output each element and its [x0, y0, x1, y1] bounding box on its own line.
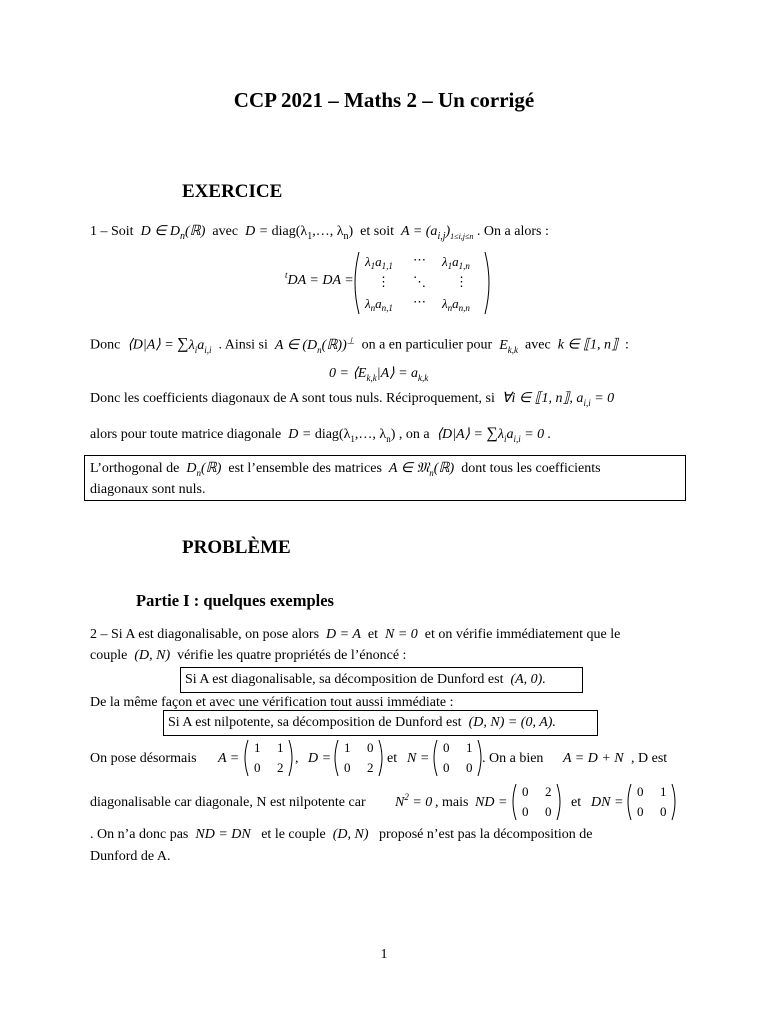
- svg-text:1: 1: [344, 740, 351, 755]
- svg-text:0: 0: [545, 804, 552, 819]
- q2-line6-c: proposé n’est pas la décomposition de: [379, 827, 593, 842]
- svg-text:tDA = DA =: $^t$DA = DA =: [285, 270, 354, 288]
- svg-text:2: 2: [367, 760, 374, 775]
- svg-text:,: ,: [295, 751, 299, 766]
- q1-diag-line: Donc les coefficients diagonaux de A sont tous nuls. Réciproquement, si ∀i ∈ ⟦1, n⟧, $a_{i,i} = 0$: [90, 391, 615, 408]
- svg-text:0: 0: [443, 740, 450, 755]
- q1-donc-prefix: Donc: [90, 337, 121, 353]
- svg-text:0: 0: [367, 740, 374, 755]
- svg-text:0: 0: [660, 804, 667, 819]
- q2-line5-b: , mais: [435, 795, 469, 810]
- q1-line1-mid2: et soit: [360, 224, 395, 239]
- q1-box-text-b: est l’ensemble des matrices: [228, 461, 382, 476]
- q1-alors-line: alors pour toute matrice diagonale $D = diag(\lambda_1,\dots$, $\lambda_n$) , on a ⟨D|A⟩ = $\sum\lambda_ia_{i,i} = 0$ .: [90, 425, 552, 444]
- svg-text:DN =: DN =: [591, 795, 624, 810]
- q1-box-text-c: dont tous les coefficients: [461, 461, 601, 476]
- svg-text:N2 = 0: $N^2 = 0$: [395, 792, 433, 810]
- q2-line4-d: , D est: [631, 751, 668, 766]
- q2-box2-text: Si A est nilpotente, sa décomposition de Dunford est (D, N) = (0, A).: [168, 715, 556, 730]
- svg-text:λ1a1,n: $\lambda_1a_{1,n}$: [442, 254, 470, 271]
- svg-text:⋯: ⋯: [413, 294, 426, 309]
- svg-text:2: 2: [545, 784, 552, 799]
- q2-line2-b: vérifie les quatre propriétés de l’énoncé :: [177, 648, 407, 663]
- svg-text:0: 0: [443, 760, 450, 775]
- q1-donc-mid3: avec: [525, 337, 551, 353]
- partie1-heading: Partie I : quelques exemples: [136, 591, 334, 610]
- q2-line4-c: . On a bien: [482, 751, 544, 766]
- q1-donc-mid2: on a en particulier pour: [361, 337, 493, 353]
- q1-donc-mid: . Ainsi si: [218, 337, 268, 353]
- q2-line1-a: 2 – Si A est diagonalisable, on pose alors: [90, 627, 320, 642]
- page-number: 1: [380, 947, 388, 962]
- q1-donc-line: Donc ⟨D|A⟩ = $\sum\lambda_ia_{i,i}$ . Ainsi si A ∈ $(D_n(ℝ))^\perp$ on a en particulier pour $E_{k,k}$ avec k ∈ ⟦1, n⟧ :: [90, 335, 629, 355]
- svg-text:ND =: ND =: [475, 795, 508, 810]
- q1-line1-mid1: avec: [212, 224, 239, 239]
- q2-box1-text: Si A est diagonalisable, sa décomposition de Dunford est (A, 0).: [185, 672, 546, 687]
- q2-box2-label: Si A est nilpotente, sa décomposition de Dunford est: [168, 715, 462, 730]
- svg-text:A =: A =: [218, 751, 240, 766]
- svg-text:1: 1: [660, 784, 667, 799]
- q2-line2: couple (D, N) vérifie les quatre propriétés de l’énoncé :: [90, 648, 407, 663]
- q1-line1: 1 – Soit D ∈ $D_n(ℝ)$ avec $D = diag(\lambda_1,\dots$, $\lambda_n$) et soit $A = (a_{i,j})_{1\le i,j\le n}$ . On a alors :: [90, 224, 549, 242]
- q2-box1-label: Si A est diagonalisable, sa décomposition de Dunford est: [185, 672, 504, 687]
- svg-text:⋱: ⋱: [413, 274, 426, 289]
- page-title: CCP 2021 – Maths 2 – Un corrigé: [233, 88, 535, 112]
- q2-line5-c: et: [571, 795, 582, 810]
- svg-text:λ1a1,1: $\lambda_1a_{1,1}$: [365, 254, 393, 271]
- q2-line6-b: et le couple: [261, 827, 326, 842]
- svg-text:λnan,n: $\lambda_na_{n,n}$: [442, 296, 470, 313]
- svg-text:0: 0: [254, 760, 261, 775]
- svg-text:λnan,1: $\lambda_na_{n,1}$: [365, 296, 393, 313]
- svg-text:1: 1: [254, 740, 261, 755]
- q2-line5-a: diagonalisable car diagonale, N est nilpotente car: [90, 795, 366, 810]
- svg-text:⋯: ⋯: [413, 252, 426, 267]
- matrix-tda: [285, 250, 495, 316]
- svg-text:⋮: ⋮: [455, 274, 468, 289]
- q1-equation-ekk: $0 = ⟨E_{k,k}|A⟩ = a_{k,k}$: [329, 366, 429, 383]
- q2-matrices-line: [90, 736, 680, 780]
- svg-text:A = D + N: A = D + N: [563, 751, 624, 766]
- svg-text:0: 0: [344, 760, 351, 775]
- q2-line4-a: On pose désormais: [90, 751, 197, 766]
- svg-text:⋮: ⋮: [377, 274, 390, 289]
- q1-alors-mid: , on a: [398, 427, 430, 442]
- q2-line1: 2 – Si A est diagonalisable, on pose alors D = A et N = 0 et on vérifie immédiatement que le: [90, 627, 621, 642]
- q1-alors-prefix: alors pour toute matrice diagonale: [90, 427, 282, 442]
- q2-line7: Dunford de A.: [90, 849, 171, 864]
- q1-line1-prefix: 1 – Soit: [90, 224, 134, 239]
- svg-text:0: 0: [637, 804, 644, 819]
- q2-line5: [90, 780, 680, 824]
- q1-box-line1: L’orthogonal de $D_n(ℝ)$ est l’ensemble des matrices A ∈ 𝔐$_n$(ℝ) dont tous les coefficients: [90, 461, 601, 478]
- q2-line6: . On n’a donc pas ND = DN et le couple (D, N) proposé n’est pas la décomposition de: [90, 827, 593, 842]
- q2-line1-b: et: [367, 627, 378, 642]
- q2-line3: De la même façon et avec une vérification tout aussi immédiate :: [90, 695, 454, 710]
- svg-text:2: 2: [277, 760, 284, 775]
- exercice-heading: EXERCICE: [182, 181, 283, 202]
- svg-text:0: 0: [522, 804, 529, 819]
- q2-line2-a: couple: [90, 648, 128, 663]
- probleme-heading: PROBLÈME: [182, 537, 291, 558]
- svg-text:1: 1: [277, 740, 284, 755]
- svg-text:1: 1: [466, 740, 473, 755]
- q2-line4-b: et: [387, 751, 398, 766]
- svg-text:D =: D =: [308, 751, 332, 766]
- svg-text:0: 0: [522, 784, 529, 799]
- q2-line6-a: . On n’a donc pas: [90, 827, 189, 842]
- q1-box-text-a: L’orthogonal de: [90, 461, 180, 476]
- svg-text:0: 0: [637, 784, 644, 799]
- q1-box-line2: diagonaux sont nuls.: [90, 482, 206, 497]
- svg-text:N =: N =: [407, 751, 430, 766]
- q2-line1-c: et on vérifie immédiatement que le: [424, 627, 621, 642]
- q1-line1-suffix: . On a alors :: [476, 224, 549, 239]
- q1-donc-suffix: :: [624, 337, 629, 353]
- q1-diag-text: Donc les coefficients diagonaux de A sont tous nuls. Réciproquement, si: [90, 391, 495, 406]
- svg-text:0: 0: [466, 760, 473, 775]
